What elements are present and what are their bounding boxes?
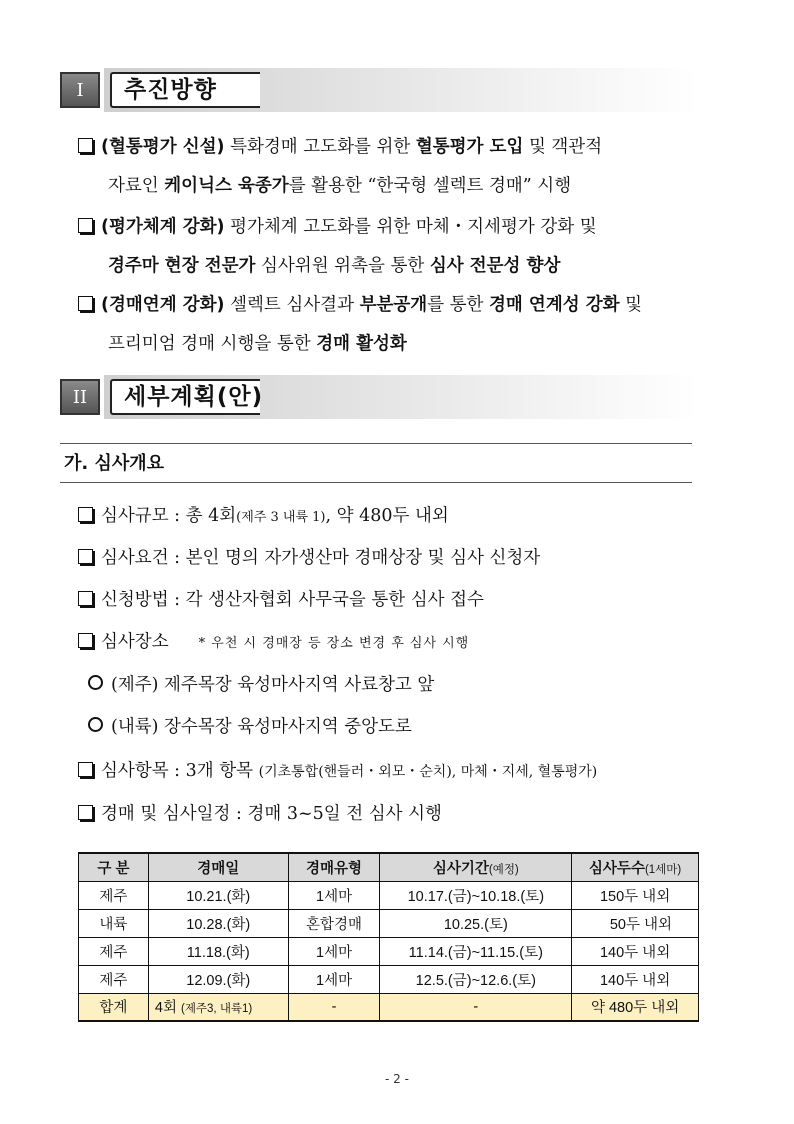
- header-auction-type: 경매유형: [288, 853, 380, 881]
- header-region: 구 분: [79, 853, 149, 881]
- section-header-2: [60, 375, 698, 419]
- table-row: 내륙 10.28.(화) 혼합경매 10.25.(토) 50두 내외: [79, 909, 699, 937]
- direction-item-3: (경매연계 강화) 셀렉트 심사결과 부분공개를 통한 경매 연계성 강화 및 프리미엄 경매 시행을 통한 경매 활성화: [78, 286, 703, 364]
- section-title: 추진방향: [124, 77, 217, 103]
- checkbox-bullet-icon: [78, 507, 93, 522]
- table-row: 제주 10.21.(화) 1세마 10.17.(금)~10.18.(토) 150두 내외: [79, 881, 699, 909]
- overview-schedule: 경매 및 심사일정 : 경매 3~5일 전 심사 시행: [78, 795, 703, 834]
- circle-bullet-icon: [88, 717, 103, 732]
- table-total-row: 합계 4회 (제주3, 내륙1) - - 약 480두 내외: [79, 993, 699, 1021]
- header-count: 심사두수(1세마): [572, 853, 699, 881]
- table-row: 제주 11.18.(화) 1세마 11.14.(금)~11.15.(토) 140두 내외: [79, 937, 699, 965]
- section-header-1: [60, 68, 698, 112]
- checkbox-bullet-icon: [78, 762, 93, 777]
- table-header-row: [79, 853, 699, 881]
- direction-item-1: (혈통평가 신설) 특화경매 고도화를 위한 혈통평가 도입 및 객관적 자료인 케이닉스 육종가를 활용한 “한국형 셀렉트 경매” 시행: [78, 128, 703, 206]
- checkbox-bullet-icon: [78, 549, 93, 564]
- overview-items: 심사항목 : 3개 항목 (기초통합(핸들러・외모・순치), 마체・지세, 혈통평가): [78, 752, 703, 792]
- checkbox-bullet-icon: [78, 805, 93, 820]
- table-row: 제주 12.09.(화) 1세마 12.5.(금)~12.6.(토) 140두 내외: [79, 965, 699, 993]
- section-number: I: [60, 72, 100, 108]
- section-number: II: [60, 379, 100, 415]
- overview-scale: 심사규모 : 총 4회(제주 3 내륙 1), 약 480두 내외: [78, 497, 703, 537]
- subsection-title: 가. 심사개요: [60, 443, 692, 483]
- circle-bullet-icon: [88, 675, 103, 690]
- direction-item-2: (평가체계 강화) 평가체계 고도화를 위한 마체・지세평가 강화 및 경주마 현장 전문가 심사위원 위촉을 통한 심사 전문성 향상: [78, 208, 703, 286]
- checkbox-bullet-icon: [78, 218, 93, 233]
- place-inland: (내륙) 장수목장 육성마사지역 중앙도로: [88, 708, 713, 747]
- overview-place: 심사장소 * 우천 시 경매장 등 장소 변경 후 심사 시행: [78, 623, 703, 663]
- header-auction-date: 경매일: [148, 853, 288, 881]
- checkbox-bullet-icon: [78, 633, 93, 648]
- section-title: 세부계획(안): [124, 384, 264, 410]
- schedule-table: [78, 852, 699, 1022]
- checkbox-bullet-icon: [78, 296, 93, 311]
- place-jeju: (제주) 제주목장 육성마사지역 사료창고 앞: [88, 666, 713, 705]
- header-period: 심사기간(예정): [380, 853, 572, 881]
- checkbox-bullet-icon: [78, 138, 93, 153]
- overview-requirement: 심사요건 : 본인 명의 자가생산마 경매상장 및 심사 신청자: [78, 539, 703, 578]
- overview-method: 신청방법 : 각 생산자협회 사무국을 통한 심사 접수: [78, 581, 703, 620]
- checkbox-bullet-icon: [78, 591, 93, 606]
- place-note: * 우천 시 경매장 등 장소 변경 후 심사 시행: [198, 636, 470, 651]
- page-number: - 2 -: [385, 1072, 409, 1086]
